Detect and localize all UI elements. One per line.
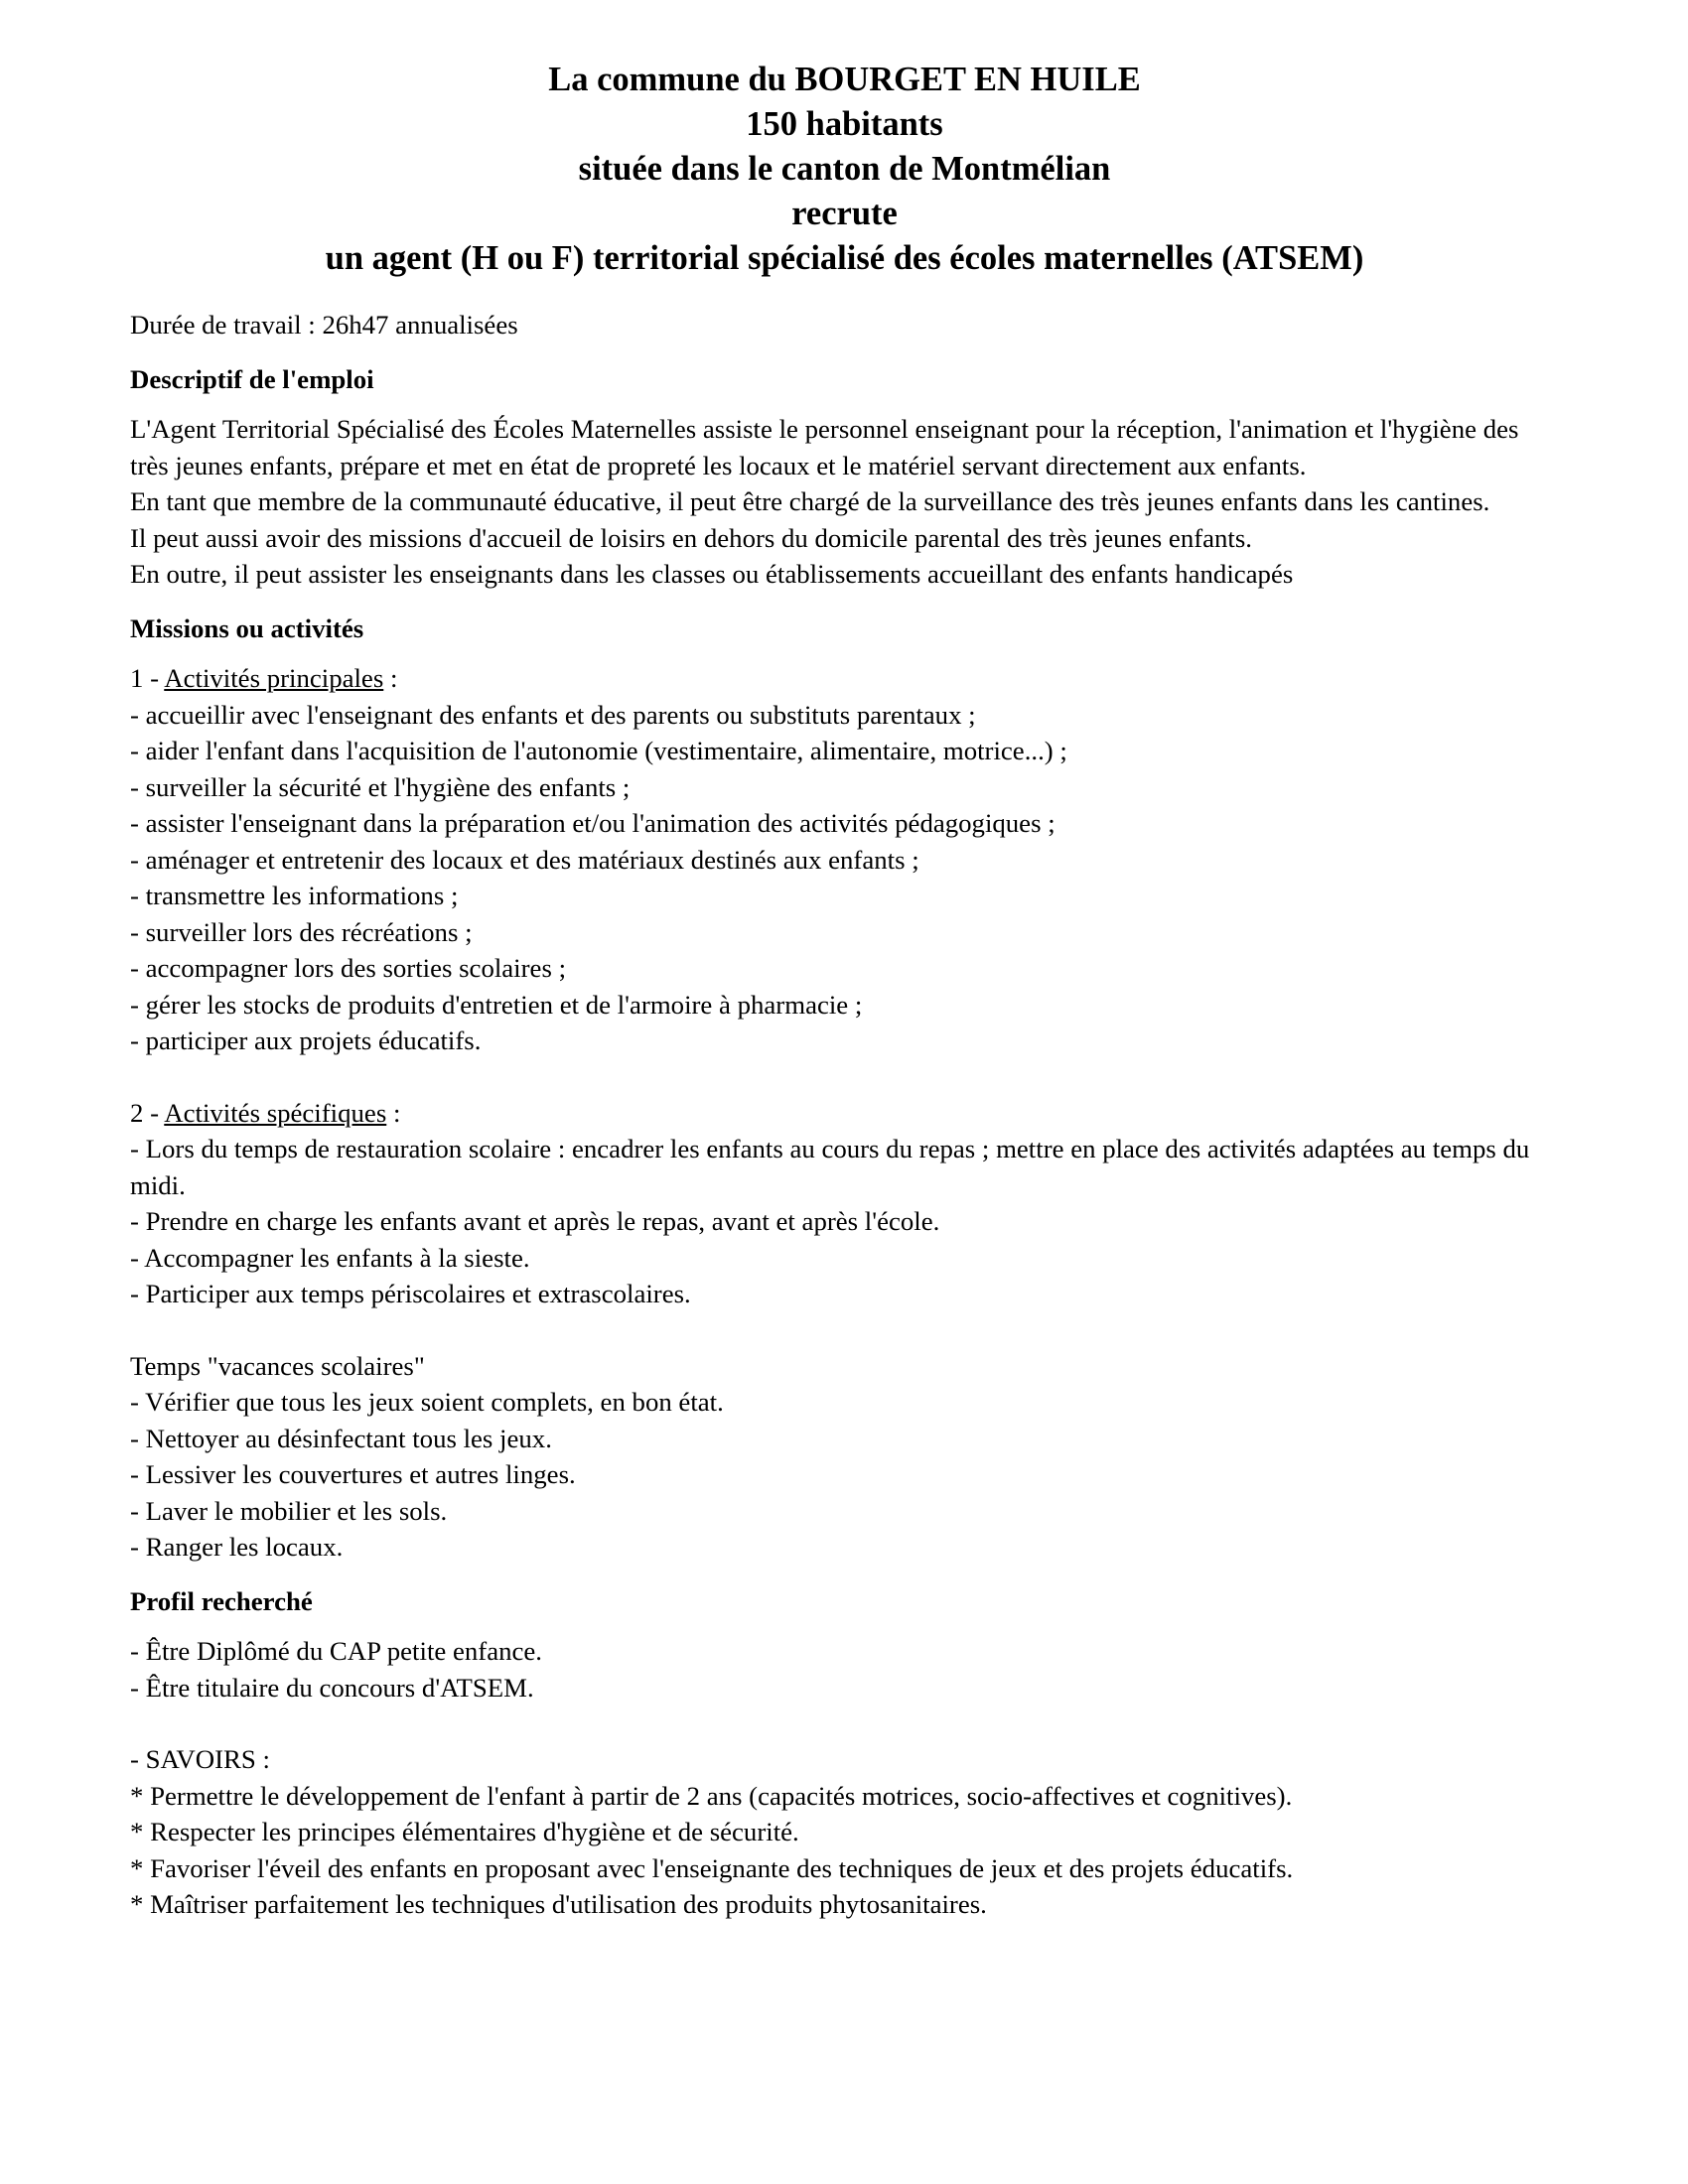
specific-prefix: 2 - xyxy=(130,1097,165,1128)
vacances-item: - Vérifier que tous les jeux soient complets, en bon état. xyxy=(130,1387,724,1417)
missions-heading: Missions ou activités xyxy=(130,613,364,643)
principal-activity-item: - accueillir avec l'enseignant des enfants et des parents ou substituts parentaux ; xyxy=(130,699,976,730)
specific-activity-item: - Accompagner les enfants à la sieste. xyxy=(130,1242,530,1273)
specific-label: Activités spécifiques xyxy=(164,1097,387,1128)
savoirs-title: - SAVOIRS : xyxy=(130,1744,270,1774)
profil-item: - Être titulaire du concours d'ATSEM. xyxy=(130,1672,534,1703)
principal-prefix: 1 - xyxy=(130,663,165,693)
descriptif-heading: Descriptif de l'emploi xyxy=(130,363,374,394)
profil-item: - Être Diplômé du CAP petite enfance. xyxy=(130,1636,542,1666)
principal-label: Activités principales xyxy=(164,663,384,693)
principal-activity-item: - aider l'enfant dans l'acquisition de l'autonomie (vestimentaire, alimentaire, motrice...) ; xyxy=(130,736,1067,765)
savoirs-item: * Maîtriser parfaitement les techniques d'utilisation des produits phytosanitaires. xyxy=(130,1889,987,1919)
descriptif-paragraph: En outre, il peut assister les enseignants dans les classes ou établissements accueillant des enfants handicapés xyxy=(130,559,1294,589)
specific-activity-item: - Participer aux temps périscolaires et extrascolaires. xyxy=(130,1279,691,1308)
descriptif-paragraph: Il peut aussi avoir des missions d'accueil de loisirs en dehors du domicile parental des très jeunes enfants. xyxy=(130,522,1253,553)
savoirs-item: * Favoriser l'éveil des enfants en proposant avec l'enseignante des techniques de jeux et des projets éducatifs. xyxy=(130,1852,1294,1883)
header-location: située dans le canton de Montmélian xyxy=(578,150,1111,188)
vacances-item: - Laver le mobilier et les sols. xyxy=(130,1495,448,1526)
principal-activity-item: - transmettre les informations ; xyxy=(130,881,459,910)
principal-activities-title xyxy=(130,660,1559,697)
principal-activity-item: - surveiller la sécurité et l'hygiène des enfants ; xyxy=(130,771,631,802)
principal-activity-item: - assister l'enseignant dans la préparation et/ou l'animation des activités pédagogiques ; xyxy=(130,808,1055,838)
descriptif-paragraph: L'Agent Territorial Spécialisé des Écoles Maternelles assiste le personnel enseignant pour la réception, l'animation et l'hygiène des très jeunes enfants, prépare et met en état de propreté les locaux et le matériel servant directement aux enfants. xyxy=(130,414,1519,480)
header-population: 150 habitants xyxy=(746,105,943,143)
principal-activity-item: - participer aux projets éducatifs. xyxy=(130,1025,482,1055)
specific-suffix: : xyxy=(386,1097,401,1128)
header-commune: La commune du BOURGET EN HUILE xyxy=(548,61,1141,98)
vacances-item: - Lessiver les couvertures et autres linges. xyxy=(130,1459,576,1489)
principal-activity-item: - aménager et entretenir des locaux et des matériaux destinés aux enfants ; xyxy=(130,844,919,875)
work-duration: Durée de travail : 26h47 annualisées xyxy=(130,310,518,340)
descriptif-paragraph: En tant que membre de la communauté éducative, il peut être chargé de la surveillance des très jeunes enfants dans les cantines. xyxy=(130,486,1490,516)
header-position: un agent (H ou F) territorial spécialisé des écoles maternelles (ATSEM) xyxy=(325,239,1364,277)
specific-activity-item: - Lors du temps de restauration scolaire : encadrer les enfants au cours du repas ; mettre en place des activités adaptées au temps du midi. xyxy=(130,1134,1530,1200)
vacances-title: Temps "vacances scolaires" xyxy=(130,1350,425,1381)
principal-activity-item: - surveiller lors des récréations ; xyxy=(130,916,473,947)
profil-heading: Profil recherché xyxy=(130,1585,313,1616)
savoirs-item: * Permettre le développement de l'enfant à partir de 2 ans (capacités motrices, socio-affectives et cognitives). xyxy=(130,1780,1293,1811)
specific-activity-item: - Prendre en charge les enfants avant et après le repas, avant et après l'école. xyxy=(130,1206,940,1236)
savoirs-item: * Respecter les principes élémentaires d'hygiène et de sécurité. xyxy=(130,1817,799,1846)
principal-activity-item: - gérer les stocks de produits d'entretien et de l'armoire à pharmacie ; xyxy=(130,989,863,1020)
principal-suffix: : xyxy=(383,663,398,693)
vacances-item: - Ranger les locaux. xyxy=(130,1532,344,1562)
header-recruits: recrute xyxy=(791,195,898,232)
principal-activity-item: - accompagner lors des sorties scolaires ; xyxy=(130,953,567,983)
vacances-item: - Nettoyer au désinfectant tous les jeux. xyxy=(130,1423,552,1453)
specific-activities-title xyxy=(130,1095,1559,1132)
job-offer-header xyxy=(130,58,1559,281)
